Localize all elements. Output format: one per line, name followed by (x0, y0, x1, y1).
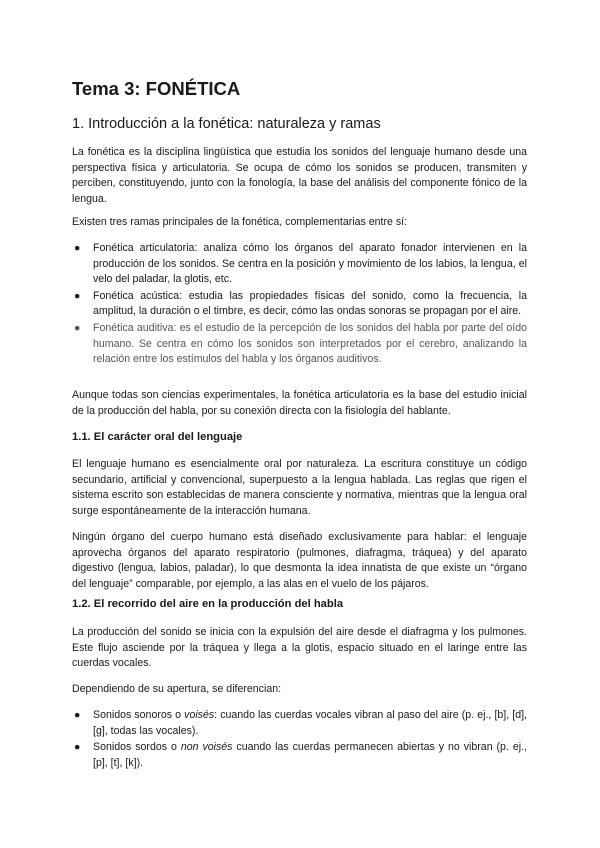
list-item (72, 289, 527, 320)
list-item-text: Fonética acústica: estudia las propiedades físicas del sonido, como la frecuencia, la amplitud, la duración o el timbre, es decir, cómo las ondas sonoras se propagan por el aire. (93, 289, 527, 318)
list-item-text-post: : cuando las cuerdas vocales vibran al paso del aire (p. ej., [b], [d], [g], todas las vocales). (93, 709, 527, 737)
list-item-text-pre: Sonidos sonoros o (93, 709, 185, 721)
organs-paragraph: Ningún órgano del cuerpo humano está diseñado exclusivamente para hablar: el lenguaje aprovecha órganos del aparato respiratorio (pulmones, diafragma, tráquea) y del aparato digestivo (lengua, labios, paladar), lo que desmonta la idea innatista de que existe un “órgano del lenguaje” comparable, por ejemplo, a las alas en el vuelo de los pájaros. (72, 531, 527, 590)
section-1-2-heading: 1.2. El recorrido del aire en la producción del habla (72, 598, 344, 610)
list-item-text-pre: Sonidos sordos o (93, 741, 181, 754)
bullet-icon: ● (74, 289, 81, 302)
conclusion-paragraph: Aunque todas son ciencias experimentales, la fonética articulatoria es la base del estudio inicial de la producción del habla, por su conexión directa con la fisiología del hablante. (72, 389, 527, 417)
section-1-1-heading: 1.1. El carácter oral del lenguaje (72, 431, 243, 443)
air-path-paragraph: La producción del sonido se inicia con la expulsión del aire desde el diafragma y los pulmones. Este flujo asciende por la tráquea y llega a la glotis, espacio situado en el laringe entre las cuerdas vocales. (72, 626, 527, 670)
branches-list (72, 241, 527, 369)
bullet-icon: ● (74, 741, 81, 754)
branches-intro-paragraph: Existen tres ramas principales de la fonética, complementarias entre sí: (72, 216, 408, 228)
bullet-icon: ● (74, 321, 81, 334)
aperture-intro-paragraph: Dependiendo de su apertura, se diferencian: (72, 683, 282, 695)
section-1-heading: 1. Introducción a la fonética: naturaleza y ramas (72, 116, 381, 132)
list-item (72, 241, 527, 288)
list-item-text: Fonética articulatoria: analiza cómo los órganos del aparato fonador intervienen en la producción de los sonidos. Se centra en la posición y movimiento de los labios, la lengua, el velo del paladar, la glotis, etc. (93, 242, 527, 286)
list-item-term: non voisés (180, 741, 233, 754)
bullet-icon: ● (74, 242, 81, 254)
oral-character-paragraph: El lenguaje humano es esencialmente oral por naturaleza. La escritura constituye un código secundario, artificial y convencional, superpuesto a la lengua hablada. Las reglas que rigen el sistema escrito son establecidas de manera consciente y normativa, mientras que la lengua oral surge espontáneamente de la interacción humana. (72, 458, 527, 517)
list-item (72, 708, 527, 739)
list-item-text-post: cuando las cuerdas permanecen abiertas y no vibran (p. ej., [p], [t], [k]). (93, 741, 527, 769)
voicing-list (72, 708, 527, 772)
list-item-term: voisés (184, 709, 215, 721)
list-item-text: Fonética auditiva: es el estudio de la percepción de los sonidos del habla por parte del oído humano. Se centra en cómo los sonidos son interpretados por el cerebro, analizando la relación entre los estímulos del habla y los órganos auditivos. (93, 321, 527, 366)
bullet-icon: ● (74, 709, 81, 721)
page-title: Tema 3: FONÉTICA (72, 78, 241, 99)
intro-paragraph: La fonética es la disciplina lingüística que estudia los sonidos del lenguaje humano desde una perspectiva física y articulatoria. Se ocupa de cómo los sonidos se producen, transmiten y perciben, constituyendo, junto con la fonología, la base del análisis del componente fónico de la lengua. (72, 146, 527, 205)
list-item (72, 321, 527, 368)
list-item (72, 740, 527, 771)
